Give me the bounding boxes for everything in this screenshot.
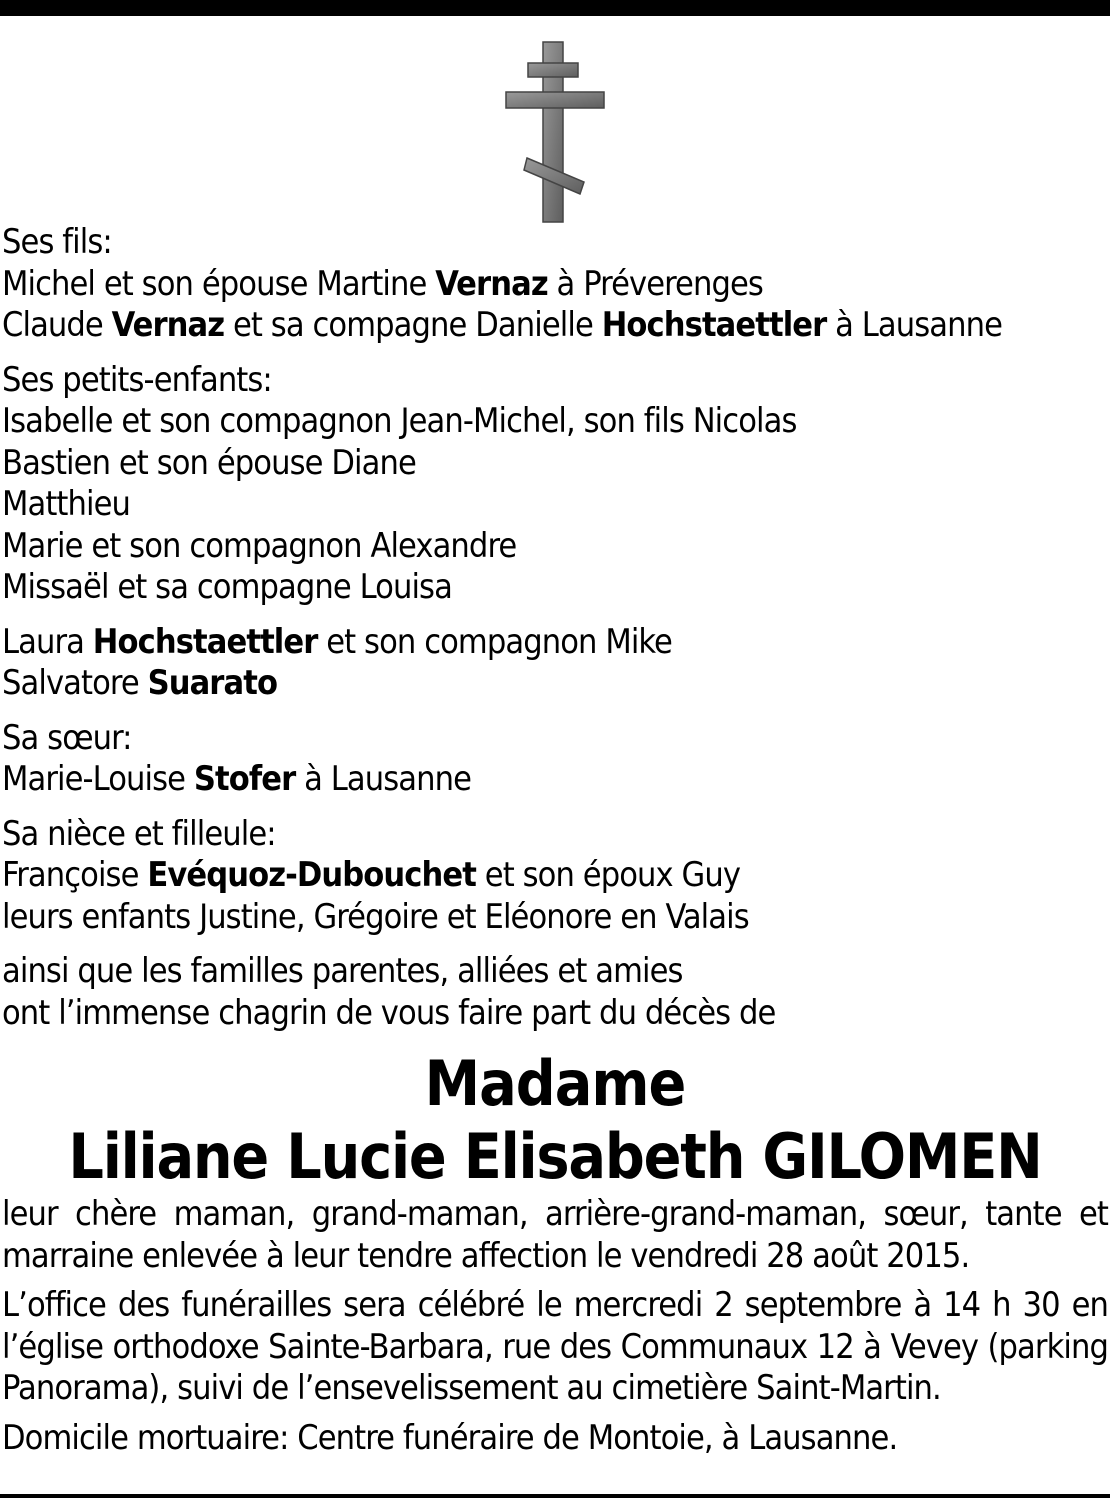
niece-line: Françoise Evéquoz-Dubouchet et son époux Guy <box>2 855 741 895</box>
sons-heading: Ses fils: <box>2 222 112 262</box>
obituary-text <box>2 222 1108 1459</box>
deceased-name: Liliane Lucie Elisabeth GILOMEN <box>68 1120 1042 1193</box>
niece-children-line: leurs enfants Justine, Grégoire et Eléonore en Valais <box>2 896 749 937</box>
grandchild-line: Bastien et son épouse Diane <box>2 442 416 483</box>
deceased-name-block <box>2 1048 1108 1194</box>
niece-heading: Sa nièce et filleule: <box>2 813 276 854</box>
bottom-rule <box>0 1494 1110 1498</box>
son-line-2: Claude Vernaz et sa compagne Danielle Hochstaettler à Lausanne <box>2 305 1003 345</box>
grandchildren-heading: Ses petits-enfants: <box>2 359 272 400</box>
deceased-title: Madame <box>424 1047 686 1120</box>
description-paragraph: leur chère maman, grand-maman, arrière-grand-maman, sœur, tante et marraine enlevée à leur tendre affection le vendredi 28 août 2015. <box>2 1194 1108 1276</box>
sister-line: Marie-Louise Stofer à Lausanne <box>2 759 472 799</box>
son-line-1: Michel et son épouse Martine Vernaz à Préverenges <box>2 263 763 304</box>
orthodox-cross-icon <box>500 40 610 226</box>
salvatore-line: Salvatore Suarato <box>2 663 278 703</box>
families-line-1: ainsi que les familles parentes, alliées et amies <box>2 951 683 991</box>
grandchild-line: Missaël et sa compagne Louisa <box>2 567 452 607</box>
grandchild-line: Isabelle et son compagnon Jean-Michel, son fils Nicolas <box>2 401 797 441</box>
grandchild-line: Matthieu <box>2 484 131 524</box>
top-rule <box>0 0 1110 16</box>
domicile-line: Domicile mortuaire: Centre funéraire de Montoie, à Lausanne. <box>2 1417 898 1458</box>
laura-line: Laura Hochstaettler et son compagnon Mike <box>2 621 672 662</box>
sister-heading: Sa sœur: <box>2 717 132 758</box>
funeral-paragraph: L’office des funérailles sera célébré le mercredi 2 septembre à 14 h 30 en l’église orthodoxe Sainte-Barbara, rue des Communaux 12 à Vevey (parking Panorama), suivi de l’ensevelissement au cimetière Saint-Martin. <box>2 1285 1108 1408</box>
families-line-2: ont l’immense chagrin de vous faire part du décès de <box>2 992 776 1033</box>
grandchild-line: Marie et son compagnon Alexandre <box>2 525 517 566</box>
